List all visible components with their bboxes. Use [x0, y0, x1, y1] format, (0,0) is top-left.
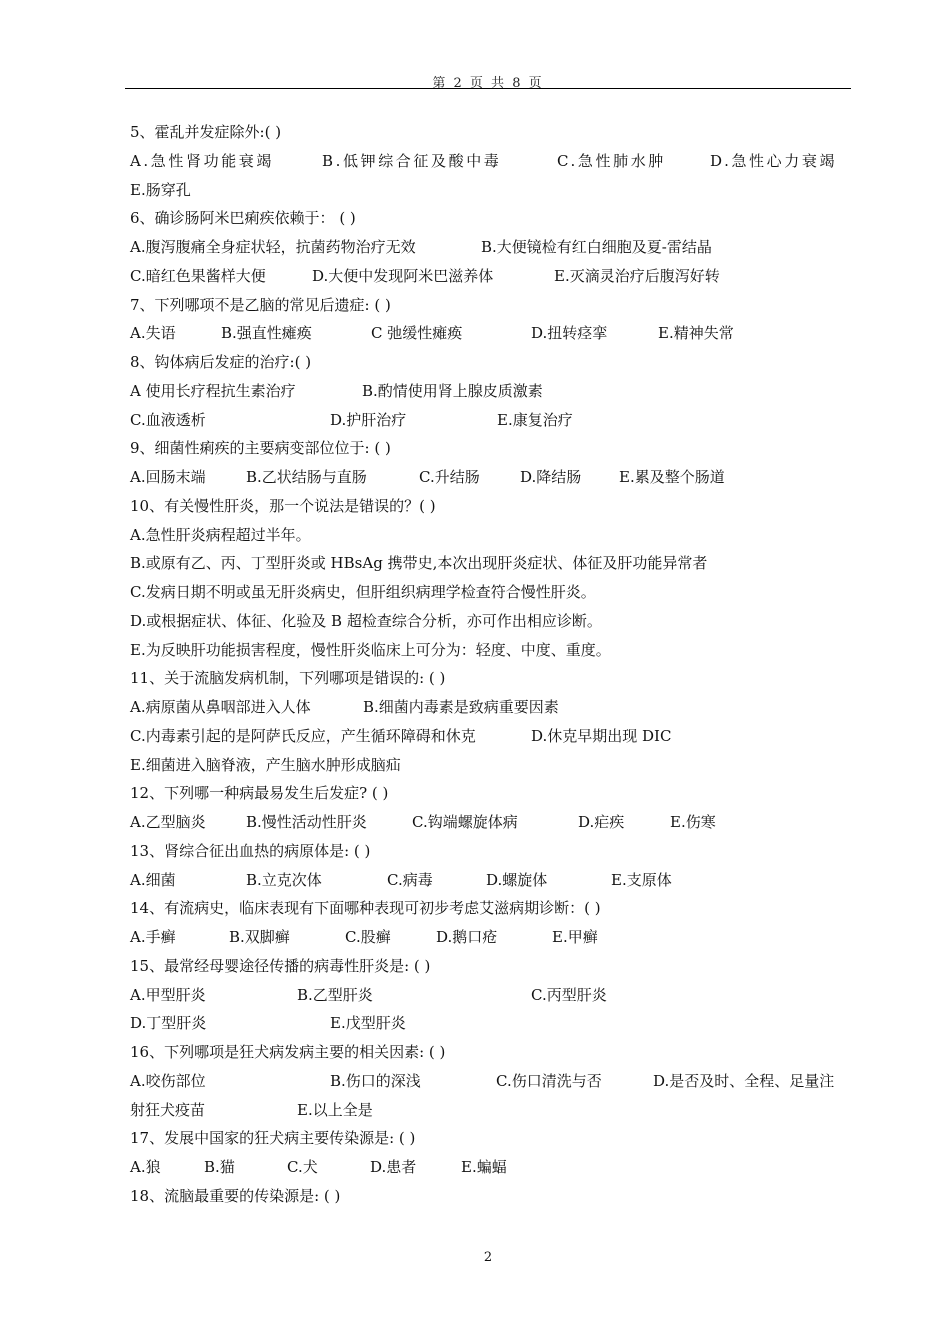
question-line: D.或根据症状、体征、化验及 B 超检查综合分析，亦可作出相应诊断。: [130, 611, 602, 630]
question-line: B.或原有乙、丙、丁型肝炎或 HBsAg 携带史,本次出现肝炎症状、体征及肝功能异常者: [130, 554, 708, 573]
answer-option: D.患者: [370, 1158, 417, 1176]
answer-option: A.甲型肝炎: [130, 985, 206, 1004]
answer-option: A.失语: [130, 324, 176, 343]
answer-option: C.血液透析: [130, 410, 206, 429]
answer-option: B.低钾综合征及酸中毒: [322, 151, 502, 170]
answer-option: E.康复治疗: [497, 410, 573, 429]
options-line: [130, 1153, 855, 1182]
options-line: [130, 377, 855, 406]
answer-option: A.乙型脑炎: [130, 813, 206, 831]
options-line: [130, 406, 855, 435]
answer-option: E.灭滴灵治疗后腹泻好转: [554, 266, 720, 285]
question-line: 13、肾综合征出血热的病原体是: ( ): [130, 841, 371, 860]
answer-option: D.丁型肝炎: [130, 1014, 207, 1033]
answer-option: D.大便中发现阿米巴滋养体: [312, 266, 494, 285]
answer-option: B.双脚癣: [229, 928, 290, 946]
question-line: E.肠穿孔: [130, 180, 191, 199]
answer-option: D.降结肠: [520, 468, 582, 486]
answer-option: D.急性心力衰竭: [710, 151, 838, 170]
options-line: [130, 722, 855, 751]
question-line: C.发病日期不明或虽无肝炎病史，但肝组织病理学检查符合慢性肝炎。: [130, 583, 596, 601]
answer-option: A.急性肾功能衰竭: [130, 151, 275, 170]
answer-option: A.细菌: [130, 870, 176, 889]
answer-option: D.护肝治疗: [330, 410, 407, 429]
answer-option: C.钩端螺旋体病: [412, 813, 518, 831]
question-line: A.急性肝炎病程超过半年。: [130, 525, 311, 544]
question-line: 7、下列哪项不是乙脑的常见后遗症: ( ): [130, 295, 391, 314]
answer-option: E.精神失常: [658, 324, 734, 343]
answer-option: C.病毒: [387, 870, 433, 889]
options-line: [130, 808, 855, 837]
answer-option: B.猫: [204, 1158, 235, 1176]
answer-option: C.犬: [287, 1158, 318, 1176]
question-line: 11、关于流脑发病机制，下列哪项是错误的: ( ): [130, 669, 446, 688]
question-line: 12、下列哪一种病最易发生后发症? ( ): [130, 784, 389, 803]
answer-option: D.鹅口疮: [436, 928, 498, 946]
options-line: [130, 1067, 855, 1096]
options-line: [130, 147, 855, 176]
question-line: 6、确诊肠阿米巴痢疾依赖于： ( ): [130, 209, 356, 228]
options-line: [130, 319, 855, 348]
answer-option: E.戊型肝炎: [330, 1014, 406, 1033]
answer-option: B.大便镜检有红白细胞及夏-雷结晶: [481, 238, 712, 256]
answer-option: C.内毒素引起的是阿萨氏反应，产生循环障碍和休克: [130, 726, 476, 745]
options-line: [130, 1009, 855, 1038]
question-line: 18、流脑最重要的传染源是: ( ): [130, 1186, 341, 1205]
answer-option: C.丙型肝炎: [531, 985, 607, 1004]
answer-option: B.慢性活动性肝炎: [246, 813, 367, 831]
question-line: E.细菌进入脑脊液，产生脑水肿形成脑疝: [130, 755, 401, 774]
question-line: 9、细菌性痢疾的主要病变部位位于: ( ): [130, 439, 391, 458]
question-line: 16、下列哪项是狂犬病发病主要的相关因素: ( ): [130, 1043, 446, 1061]
question-line: E.为反映肝功能损害程度，慢性肝炎临床上可分为：轻度、中度、重度。: [130, 640, 611, 659]
question-line: 10、有关慢性肝炎，那一个说法是错误的？( ): [130, 496, 436, 515]
answer-option: A.咬伤部位: [130, 1071, 206, 1090]
answer-option: E.累及整个肠道: [619, 468, 725, 486]
answer-option: D.休克早期出现 DIC: [531, 726, 672, 745]
answer-option: B.立克次体: [246, 870, 322, 889]
answer-option: C.暗红色果酱样大便: [130, 266, 266, 285]
answer-option: E.伤寒: [670, 813, 716, 831]
answer-option: E.蝙蝠: [461, 1158, 507, 1176]
answer-option: A.回肠末端: [130, 468, 206, 486]
options-line: [130, 463, 855, 492]
answer-option: D.螺旋体: [486, 870, 548, 889]
question-line: 14、有流病史，临床表现有下面哪种表现可初步考虑艾滋病期诊断：( ): [130, 899, 601, 918]
answer-option: B.酌情使用肾上腺皮质激素: [362, 381, 543, 400]
options-line: [130, 866, 855, 895]
answer-option: A.狼: [130, 1158, 161, 1176]
answer-option: C 弛缓性瘫痪: [371, 324, 463, 343]
header-rule: [125, 88, 851, 89]
options-line: [130, 1096, 855, 1125]
answer-option: B.细菌内毒素是致病重要因素: [363, 698, 559, 716]
answer-option: A.病原菌从鼻咽部进入人体: [130, 698, 311, 716]
question-line: 17、发展中国家的狂犬病主要传染源是: ( ): [130, 1129, 416, 1148]
question-list: [130, 118, 855, 1211]
answer-option: E.以上全是: [297, 1100, 373, 1119]
options-line: [130, 981, 855, 1010]
page-header: 第 2 页 共 8 页: [432, 76, 544, 91]
answer-option: D.扭转痉挛: [531, 324, 608, 343]
answer-option: C.伤口清洗与否: [496, 1071, 602, 1090]
answer-option: B.乙型肝炎: [297, 985, 373, 1004]
answer-option: 射狂犬疫苗: [130, 1100, 206, 1119]
answer-option: E.甲癣: [552, 928, 598, 946]
options-line: [130, 923, 855, 952]
question-line: 8、钩体病后发症的治疗:( ): [130, 353, 312, 371]
answer-option: C.升结肠: [419, 468, 480, 486]
answer-option: B.伤口的深浅: [330, 1071, 421, 1090]
options-line: [130, 262, 855, 291]
answer-option: A.腹泻腹痛全身症状轻，抗菌药物治疗无效: [130, 238, 416, 256]
answer-option: E.支原体: [611, 870, 672, 889]
page-number: 2: [483, 1250, 493, 1265]
answer-option: D.是否及时、全程、足量注: [653, 1071, 835, 1090]
options-line: [130, 233, 855, 262]
answer-option: D.疟疾: [578, 813, 625, 831]
question-line: 5、霍乱并发症除外:( ): [130, 123, 282, 141]
answer-option: C.急性肺水肿: [557, 151, 666, 170]
answer-option: A.手癣: [130, 928, 176, 946]
answer-option: B.乙状结肠与直肠: [246, 468, 367, 486]
question-line: 15、最常经母婴途径传播的病毒性肝炎是: ( ): [130, 956, 431, 975]
answer-option: C.股癣: [345, 928, 391, 946]
answer-option: B.强直性瘫痪: [221, 324, 312, 343]
options-line: [130, 693, 855, 722]
answer-option: A 使用长疗程抗生素治疗: [130, 381, 296, 400]
